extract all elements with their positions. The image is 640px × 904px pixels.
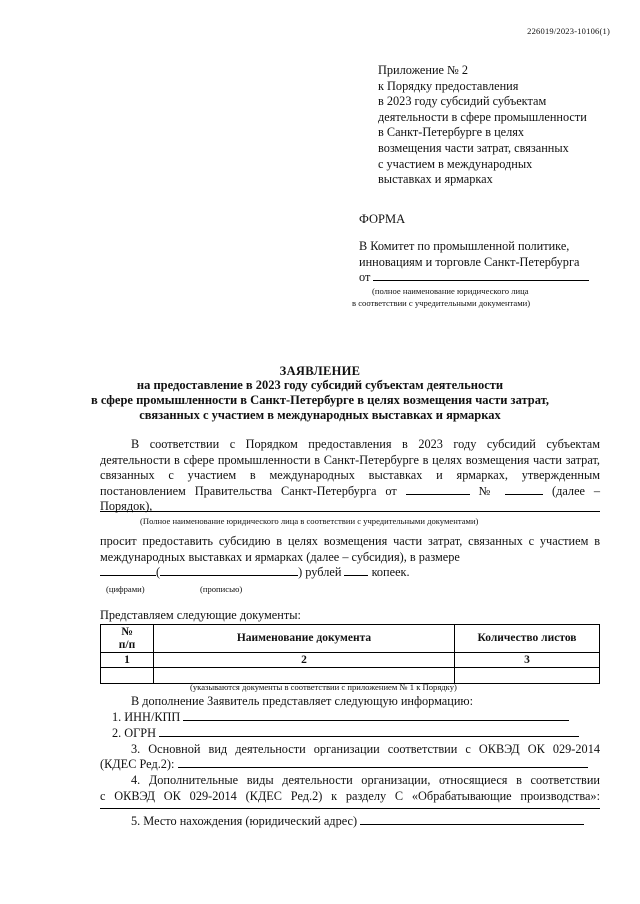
column-number: 3 [455, 653, 600, 668]
documents-heading: Представляем следующие документы: [100, 608, 301, 622]
column-number: 1 [101, 653, 154, 668]
additional-activity-line: с ОКВЭД ОК 029-2014 (КДЕС Ред.2) к разделу С «Обрабатывающие производства»: [100, 789, 600, 803]
column-header-number: № п/п [101, 625, 154, 653]
column-header-document: Наименование документа [154, 625, 455, 653]
legal-entity-caption: (Полное наименование юридического лица в соответствии с учредительными документами) [140, 516, 479, 526]
legal-entity-name-field[interactable] [100, 511, 600, 512]
ogrn-field[interactable] [159, 726, 579, 737]
info-item-inn [100, 710, 600, 726]
appendix-header [378, 63, 618, 188]
appendix-line: возмещения части затрат, связанных [378, 140, 569, 155]
intro-paragraph [100, 437, 600, 515]
amount-digits-field[interactable] [100, 565, 156, 576]
addressee-caption [352, 286, 632, 309]
appendix-line: в 2023 году субсидий субъектам [378, 94, 547, 109]
inn-field[interactable] [183, 710, 569, 721]
appendix-line: с участием в международных [378, 156, 533, 171]
request-text: просит предоставить субсидию в целях возмещения части затрат, связанных с участием в международных выставках и ярмарках (далее – субсидия), в размере [100, 534, 600, 564]
decree-date-field[interactable] [406, 484, 470, 495]
column-header-pages: Количество листов [455, 625, 600, 653]
appendix-line: к Порядку предоставления [378, 78, 519, 93]
from-label: от [359, 270, 371, 285]
inn-label: 1. ИНН/КПП [112, 710, 181, 724]
addressee-line: В Комитет по промышленной политике, [359, 239, 570, 253]
number-sign: № [478, 483, 497, 498]
kopecks-label: копеек. [371, 565, 410, 579]
additional-activity-field[interactable] [100, 808, 600, 809]
info-item-address [100, 814, 600, 830]
request-paragraph [100, 534, 600, 581]
table-header-row [101, 625, 600, 653]
main-activity-row [100, 757, 600, 773]
info-item-ogrn [100, 726, 600, 742]
intro-text: В соответствии с Порядком предоставления в 2023 году субсидий субъектам деятельности в сфере промышленности в Санкт-Петербурге в целях возмещения части затрат, связанных с участием в международных выставках и ярмарках, утвержденным постановлением Правительства Санкт-Петербурга от [100, 437, 600, 498]
info-item-additional-activity: 4. Дополнительные виды деятельности организации, относящиеся в соответствии [131, 773, 600, 787]
applicant-name-field[interactable] [373, 270, 589, 281]
addressee-block [359, 239, 619, 286]
decree-number-field[interactable] [505, 484, 543, 495]
documents-caption: (указываются документы в соответствии с приложением № 1 к Порядку) [190, 682, 457, 692]
addressee-from-row [359, 270, 619, 286]
amount-row [100, 565, 600, 581]
paren-open: ( [156, 565, 161, 579]
address-label: 5. Место нахождения (юридический адрес) [131, 814, 358, 828]
main-activity-field[interactable] [178, 757, 588, 768]
info-intro: В дополнение Заявитель представляет следующую информацию: [131, 694, 474, 708]
table-cell[interactable] [455, 668, 600, 684]
address-field[interactable] [360, 814, 584, 825]
appendix-line: выставках и ярмарках [378, 172, 493, 187]
amount-words-field[interactable] [160, 565, 298, 576]
intro-end: (далее – Порядок), [100, 483, 601, 513]
ogrn-label: 2. ОГРН [112, 726, 157, 740]
title-line: в сфере промышленности в Санкт-Петербурге в целях возмещения части затрат, [91, 393, 549, 407]
appendix-line: деятельности в сфере промышленности [378, 109, 587, 124]
paren-close: ) [298, 565, 303, 579]
caption-words: (прописью) [200, 584, 243, 594]
caption-digits: (цифрами) [106, 584, 145, 594]
form-label: ФОРМА [359, 212, 406, 226]
table-cell[interactable] [101, 668, 154, 684]
caption-line: в соответствии с учредительными документами) [352, 297, 531, 308]
title-line: на предоставление в 2023 году субсидий субъектам деятельности [136, 378, 504, 392]
main-activity-label: (КДЕС Ред.2): [100, 757, 175, 771]
rubles-label: рублей [305, 565, 342, 579]
appendix-line: в Санкт-Петербурге в целях [378, 125, 525, 140]
appendix-line: Приложение № 2 [378, 63, 469, 77]
title-line: связанных с участием в международных выставках и ярмарках [139, 408, 501, 422]
documents-table [100, 624, 600, 684]
info-item-main-activity: 3. Основной вид деятельности организации соответствии с ОКВЭД ОК 029-2014 [131, 742, 600, 756]
addressee-line: инновациям и торговле Санкт-Петербурга [359, 254, 580, 269]
kopecks-field[interactable] [344, 565, 368, 576]
table-row [101, 653, 600, 668]
column-number: 2 [154, 653, 455, 668]
caption-line: (полное наименование юридического лица [372, 286, 529, 296]
document-title: ЗАЯВЛЕНИЕ [279, 364, 361, 378]
document-number: 226019/2023-10106(1) [527, 26, 610, 36]
